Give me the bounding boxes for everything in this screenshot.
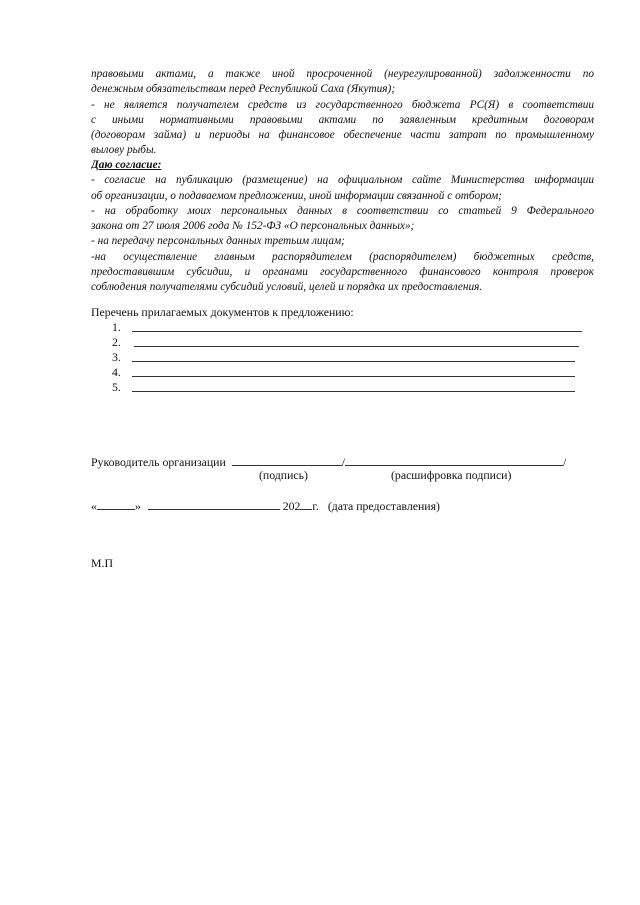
document-entry-line[interactable]	[134, 346, 579, 347]
text-line: об организации, о подаваемом предложении, иной информации связанной с отбором;	[91, 189, 502, 202]
signature-caption: (подпись)	[259, 468, 308, 482]
consent-section	[91, 158, 594, 296]
text-line: вылову рыбы.	[91, 144, 157, 157]
date-open-quote: «	[91, 499, 97, 513]
signature-end: /	[563, 455, 567, 469]
signature-decoding-field[interactable]	[345, 454, 563, 466]
signature-label: Руководитель организации	[91, 455, 226, 469]
text-line: (договорам займа) и периоды на финансовое обеспечение части затрат по промышленному	[91, 129, 594, 142]
text-line: - согласие на публикацию (размещение) на официальном сайте Министерства информации	[91, 174, 594, 187]
item-number: 4.	[112, 365, 121, 379]
item-number: 2.	[112, 335, 121, 349]
month-field[interactable]	[148, 498, 280, 510]
item-number: 5.	[112, 380, 121, 394]
year-field[interactable]	[300, 498, 312, 510]
eligibility-paragraph	[91, 67, 594, 159]
decoding-caption: (расшифровка подписи)	[391, 468, 512, 482]
signature-field[interactable]	[232, 454, 342, 466]
text-line: правовыми актами, а также иной просроченной (неурегулированной) задолженности по	[91, 68, 594, 80]
date-close-quote: »	[134, 499, 141, 513]
text-line: денежным обязательствам перед Республикой Саха (Якутия);	[91, 83, 396, 96]
date-caption: (дата предоставления)	[327, 499, 440, 513]
item-number: 3.	[112, 350, 121, 364]
stamp-placeholder: М.П	[91, 556, 113, 570]
item-number: 1.	[112, 320, 121, 334]
text-line: соблюдения получателями субсидий условий, целей и порядка их предоставления.	[91, 281, 483, 294]
text-line: - на обработку моих персональных данных в соответствии со статьей 9 Федерального	[91, 204, 594, 217]
signature-separator: /	[341, 455, 346, 469]
document-entry-line[interactable]	[132, 361, 575, 362]
text-line: предоставившим субсидии, и органами государственного финансового контроля проверок	[91, 266, 594, 279]
text-line: -на осуществление главным распорядителем (распорядителем) бюджетных средств,	[91, 250, 594, 263]
document-entry-line[interactable]	[132, 391, 575, 392]
text-line: - на передачу персональных данных третьим лицам;	[91, 235, 345, 248]
year-prefix: 202	[282, 499, 301, 513]
documents-title: Перечень прилагаемых документов к предложению:	[91, 305, 354, 319]
document-entry-line[interactable]	[132, 376, 575, 377]
consent-heading: Даю согласие:	[91, 159, 162, 171]
text-line: закона от 27 июля 2006 года № 152-ФЗ «О персональных данных»;	[91, 220, 415, 233]
text-line: с иными нормативными правовыми актами по заявленным кредитным договорам	[91, 113, 594, 126]
date-row	[91, 498, 440, 514]
text-line: - не является получателем средств из государственного бюджета РС(Я) в соответствии	[91, 98, 594, 111]
document-entry-line[interactable]	[132, 331, 582, 332]
day-field[interactable]	[97, 498, 135, 510]
year-suffix: г.	[312, 499, 319, 513]
